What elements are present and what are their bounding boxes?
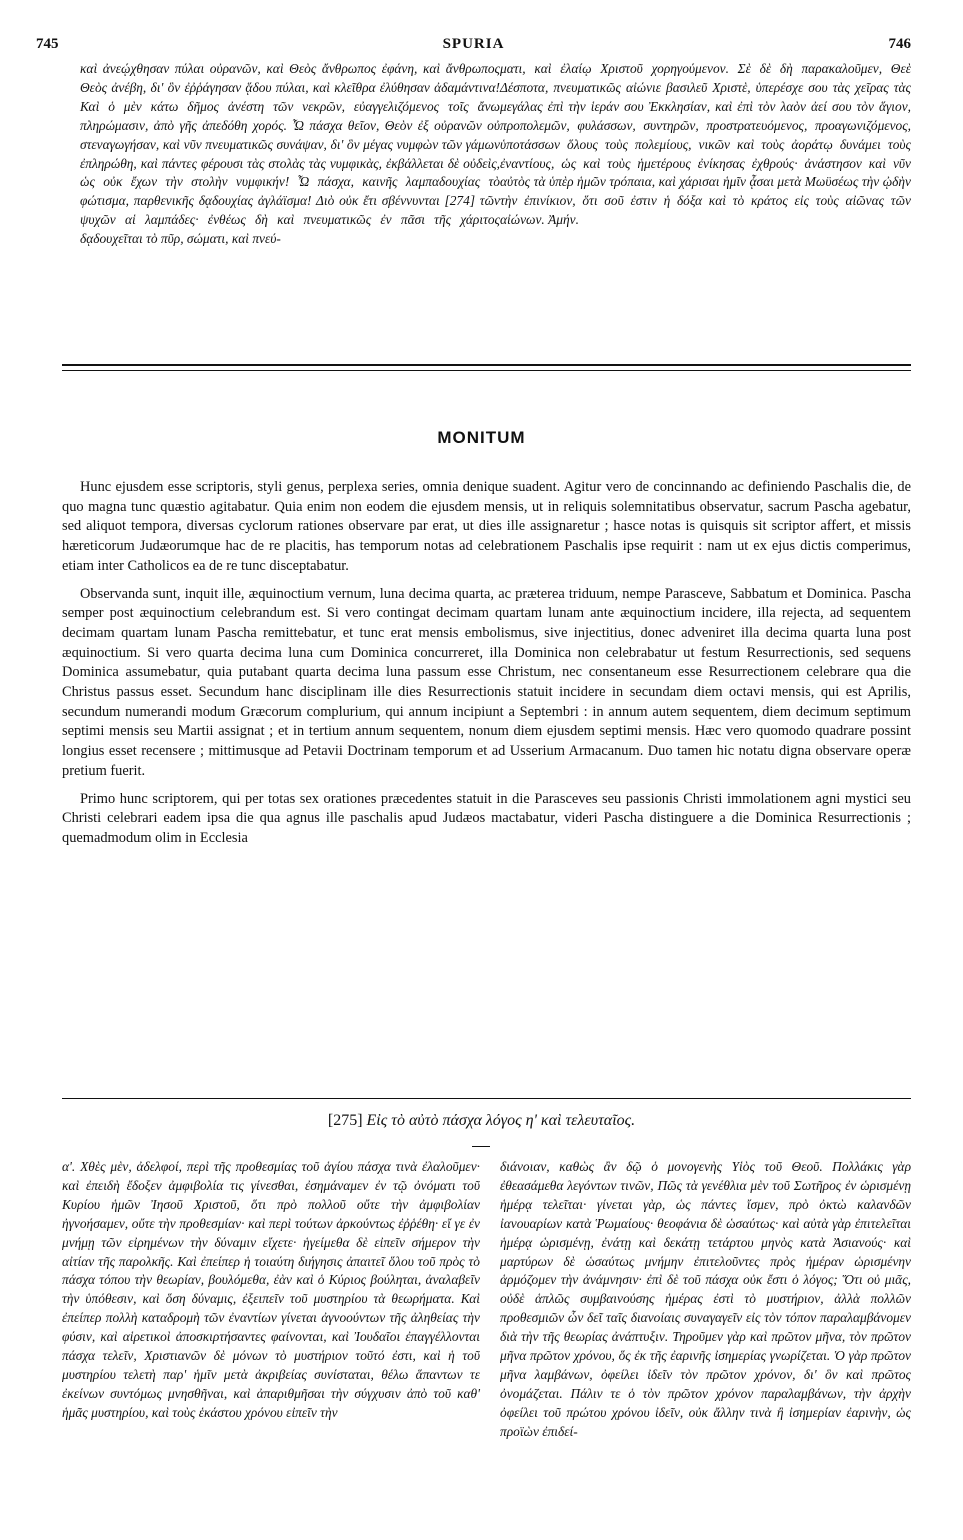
greek-column-right xyxy=(500,60,911,230)
oration-heading xyxy=(0,1112,963,1130)
oration-text-left: α'. Χθὲς μὲν, ἀδελφοί, περὶ τῆς προθεσμίας τοῦ ἁγίου πάσχα τινὰ ἐλαλοῦμεν· καὶ ἐπειδὴ ἔδοξεν ἀμφιβολία τις γίνεσθαι, ἐσημάναμεν ἐν τῷ ὀνόματι τοῦ Κυρίου ἡμῶν Ἰησοῦ Χριστοῦ, ὅτι πρὸ πολλοῦ οὔτε τὴν ἀμφιβολίαν ἠγνοήσαμεν, οὔτε τὴν προθεσμίαν· καὶ περὶ τούτων ἀρκούντως ἐῤῥέθη· εἴ γε ἐν μνήμῃ τῶν εἰρημένων τὴν δύναμιν εἴχετε· ἡγείμεθα δὲ εἰπεῖν σήμερον τὴν αἰτίαν τῆς παρολκῆς. Καὶ ἐπείπερ ἡ τοιαύτη διήγησις ἀπαιτεῖ ὅλου τοῦ πρὸς τὸ πάσχα τόπου τὴν θεωρίαν, βουλόμεθα, ἐὰν καὶ ὁ Κύριος βούληται, ἀναλαβεῖν τὴν ὑπόθεσιν, καὶ ὅση δύναμις, ἐξειπεῖν τοῦ μυστηρίου τὰ θεωρήματα. Καὶ ἐπείπερ πολλὴ καταδρομὴ τῶν ἐναντίων γίνεται ἀγνοούντων τῆς ἀληθείας τὴν φύσιν, καὶ αἱρετικοὶ ἀποσκιρτήσαντες φαίνονται, καὶ Ἰουδαῖοι ἐπαγγέλλονται πάσχα τελεῖν, Χριστιανῶν δὲ μόνων τὸ μυστήριον τοῦτό ἐστι, καὶ ἡ τοῦ μυστηρίου τελετὴ παρ' ἡμῖν μετὰ ἀκριβείας συνίσταται, θέλω ἅπαντων τε ἐκείνων συντόμως μνησθῆναι, καὶ ἀπαριθμῆσαι τὴν σύγχυσιν ἀπὸ τοῦ καθ' ἡμᾶς μυστηρίου, καὶ τοὺς ἑκάστου χρόνου εἰπεῖν τὴν xyxy=(62,1159,480,1420)
oration-title: Εἰς τὸ αὐτὸ πάσχα λόγος η' καὶ τελευταῖος. xyxy=(366,1112,636,1129)
greek-text-left: καὶ ἀνεῴχθησαν πύλαι οὐρανῶν, καὶ Θεὸς ἄνθρωπος ἐφάνη, καὶ ἄνθρωπος Θεὸς ἀνέβη, δι' ὃν ἐῤῥάγησαν ᾅδου πύλαι, καὶ κλεῖθρα ἐλύθησαν ἀδαμάντινα! Καὶ ὁ μὲν κάτω δῆμος ἀνέστη τῶν νεκρῶν, εὐαγγελιζόμενος τοῖς ἄνω πληρώμασιν, ἀπὸ γῆς ἀπεδόθη χορός. Ὦ πάσχα θεῖον, Θεὸν ἐξ οὐρανῶν οὐ στεναγωγήσαν, καὶ νῦν πνευματικῶς συνάψαν, δι' ὃν μέγας νυμφὼν τῶν γάμων ἐπληρώθη, καὶ πάντες φέρουσι τὰς στολὰς τὰς νυμφικὰς, ἐκβάλλεται δὲ οὐδεὶς, ὡς οὐκ ἔχων τὴν στολὴν νυμφικήν! Ὦ πάσχα, καινῆς λαμπαδουχίας τὸ φώτισμα, παρθενικῆς δᾳδουχίας ἀγλάϊσμα! Διὸ οὐκ ἔτι σβέννυνται [274] τῶν ψυχῶν αἱ λαμπάδες· ἐνθέως δὴ καὶ πνευματικῶς ἐν πᾶσι τῆς χάριτος δᾳδουχεῖται τὸ πῦρ, σώματι, καὶ πνεύ- xyxy=(80,61,500,247)
greek-text-right: ματι, καὶ ἐλαίῳ Χριστοῦ χορηγούμενον. Σὲ δὲ δὴ παρακαλοῦμεν, Θεὲ Δέσποτα, πνευματικῶς αἰώνιε βασιλεῦ Χριστὲ, ὑπερέσχε σου τὰς χεῖρας τὰς μεγάλας ἐπὶ τὴν ἱεράν σου Ἐκκλησίαν, καὶ ἐπὶ τὸν λαὸν ἀεί σου τὸν ἅγιον, προπολεμῶν, φυλάσσων, συντηρῶν, προστρατευόμενος, προαγωνιζόμενος, ὑποτάσσων ὅλους τοὺς πολεμίους, νικῶν καὶ τοὺς ἀοράτῳ δυνάμει τοὺς ἐναντίους, ὡς καὶ τοὺς ἡμετέρους ἐνίκησας ἐχθρούς· ἀνάστησον καὶ νῦν αὐτὸς τὰ ὑπὲρ ἡμῶν τρόπαια, καὶ χάρισαι ἡμῖν ᾆσαι μετὰ Μωϋσέως τὴν ᾠδὴν τὴν ἐπινίκιον, ὅτι σοῦ ἐστιν ἡ δόξα καὶ τὸ κράτος εἰς τοὺς αἰῶνας τῶν αἰώνων. Ἀμήν. xyxy=(500,61,911,228)
oration-column-left xyxy=(62,1158,480,1423)
oration-column-marker: [275] xyxy=(327,1112,363,1129)
running-header xyxy=(36,36,911,58)
page-number-right: 746 xyxy=(888,36,911,52)
monitum-paragraph-2: Observanda sunt, inquit ille, æquinoctium vernum, luna decima quarta, ac præterea triduum, nempe Parasceve, Sabbatum et Dominica. Pascha semper post æquinoctium celebrandum est. Si vero contingat decimam quartam lunam ante æquinoctium incidere, illa rejecta, ad sequentem decimam quartam lunam Pascha remittebatur, et tunc erat mensis embolismus, sive injectitius, donec adveniret illa decima quarta luna post æquinoctium. Si vero quarta decima luna cum Dominica concurreret, illa Dominica non celebrabatur ut festum Resurrectionis, sed sequens Dominica assumebatur, quia putabant quarta decima luna passum esse Christum, nec consentaneum esse Resurrectionem celebrare qua die Christus passus esset. Secundum hanc disciplinam ille dies Resurrectionis statuit incidere in secundam diem octavi mensis, qui est Aprilis, secundum numerandi modum Græcorum complurium, qui annum incipiunt a Septembri : in annum autem sequentem, diem decimum septimum septimi mensis seu Martii assignat ; et in tertium annum sequentem, nonum diem ejusdem septimi mensis. Hæc vero quomodo quadrare possint longius esset recensere ; mittimusque ad Petavii Doctrinam temporum et ad Usserium Armacanum. Duo tamen hic notatu digna observare operæ pretium fuerit. xyxy=(62,585,911,779)
page-number-left: 745 xyxy=(36,36,59,52)
oration-column-right xyxy=(500,1158,911,1442)
monitum-paragraph-1: Hunc ejusdem esse scriptoris, styli genus, perplexa series, omnia denique suadent. Agitur vero de concinnando ac definiendo Paschalis die, de quo magna tunc quæstio agitabatur. Quia enim non eodem die ejusdem mensis, ut in reliquis solemnitatibus observatur, sacrum Pascha agebatur, sed aliquot tempora, diversas cyclorum rationes observare par erat, ut dies ille assignaretur ; hasce notas is quisquis sit scriptor affert, et missis hæreticorum Judæorumque hac de re placitis, has temporum notas ad celebrationem Paschalis ipse requirit : nam ut ex ejus dictis comperimus, etiam inter Catholicos ea de re tunc disceptabatur. xyxy=(62,479,911,574)
greek-column-left xyxy=(80,60,500,249)
oration-text-right: διάνοιαν, καθὼς ἂν δῷ ὁ μονογενὴς Υἱὸς τοῦ Θεοῦ. Πολλάκις γὰρ ἐθεασάμεθα λεγόντων τινῶν, Πῶς τὰ γενέθλια μὲν τοῦ Σωτῆρος ἐν ὡρισμένῃ ἡμέρᾳ τελεῖται· γίνεται γὰρ, ὡς πάντες ἴσμεν, πρὸ ὀκτὼ καλανδῶν ἰανουαρίων κατὰ Ῥωμαίους· θεοφάνια δὲ ὡσαύτως· καὶ αὐτὰ γὰρ ἐπιτελεῖται ἡμέρᾳ ὡρισμένῃ, ἐνάτῃ καὶ δεκάτῃ τετάρτου μηνὸς κατὰ Ἀσιανούς· καὶ μαρτύρων δὲ ὡσαύτως μνήμην ἐπιτελοῦντες πρὸς ἡμέραν ὡρισμένην ἁρμόζομεν τὴν ἀνάμνησιν· ἐπὶ δὲ τοῦ πάσχα οὐκ ἔστι ὁ λόγος; Ὅτι οὐ μιᾶς, οὐδὲ ἁπλῶς συμβαινούσης ἡμέρας ἐστὶ τὸ μυστήριον, ἀλλὰ πολλῶν προθεσμιῶν ὧν δεῖ ταῖς διανοίαις συναγαγεῖν εἰς τὸν τόπον παραλαμβάνομεν διὰ τὴν τῆς θεωρίας ἀνάπτυξιν. Τηροῦμεν γὰρ καὶ πρῶτον μῆνα, τὸν πρῶτον μῆνα πρῶτον χρόνου, ὅς ἐκ τῆς ἐαρινῆς ἰσημερίας γνωρίζεται. Ὁ γὰρ πρῶτον μῆνα λαμβάνων, ὀφείλει ἰδεῖν τὸν πρῶτον χρόνον, δι' ὃν καὶ πρῶτος ὀνομάζεται. Πάλιν τε ὁ τὸν πρῶτον χρόνον παραλαμβάνων, τὴν ἀρχὴν ὀφείλει τοῦ πρώτου χρόνου ἰδεῖν, οὐκ ἄλλην τινὰ ἢ ἰσημερίαν ἐαρινὴν, ὡς προϊὼν ἐπιδεί- xyxy=(500,1159,911,1439)
divider-oration xyxy=(62,1098,911,1099)
title-dash xyxy=(472,1146,490,1147)
monitum-body xyxy=(62,478,911,857)
monitum-paragraph-3: Primo hunc scriptorem, qui per totas sex orationes præcedentes statuit in die Parasceves seu passionis Christi immolationem agni mystici seu Christi celebrari eadem ipsa die qua agnus ille paschalis apud Judæos mactabatur, videri Pascha distinguere a die Dominica Resurrectionis ; quemadmodum olim in Ecclesia xyxy=(62,790,911,846)
divider-thick xyxy=(62,364,911,366)
monitum-heading: MONITUM xyxy=(437,428,526,447)
running-title: SPURIA xyxy=(442,36,505,52)
divider-thin xyxy=(62,370,911,371)
